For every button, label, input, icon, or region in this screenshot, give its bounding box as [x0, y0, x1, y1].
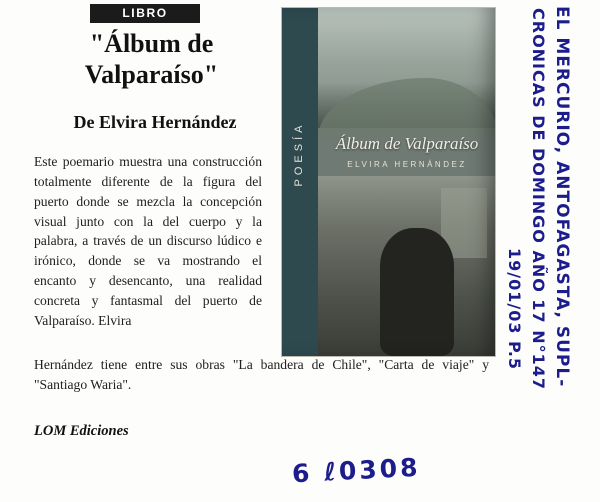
handwritten-archive-code: 6 ℓ0308 — [291, 452, 422, 489]
cover-spine-label: POESÍA — [293, 121, 305, 187]
newspaper-clipping — [6, 0, 566, 448]
article-body-continuation: Hernández tiene entre sus obras "La bandera de Chile", "Carta de viaje" y "Santiago Waria". — [34, 357, 489, 392]
cover-figure-silhouette — [380, 228, 454, 356]
cover-spine — [282, 8, 318, 356]
handwritten-source-line-1: EL MERCURIO, ANTOFAGASTA, SUPL- — [552, 6, 572, 388]
book-cover-image — [282, 8, 495, 356]
cover-photo — [318, 176, 495, 356]
handwritten-source-line-2: CRONICAS DE DOMINGO AÑO 17 N°147 — [529, 8, 548, 391]
cover-title: Álbum de Valparaíso — [335, 134, 479, 153]
byline: De Elvira Hernández — [73, 112, 237, 132]
page-title: "Álbum de Valparaíso" — [84, 29, 219, 90]
handwritten-source-line-3: 19/01/03 P.5 — [505, 248, 524, 371]
publisher-name: LOM Ediciones — [34, 423, 129, 439]
category-tag: LIBRO — [90, 4, 200, 23]
article-body-column: Este poemario muestra una construcción totalmente diferente de la figura del puerto donde se mezcla la concepción visual junto con la del cuerpo y la palabra, a través de un discurso lúdico e irónico, donde se va mostrando el encanto y desencanto, una realidad concreta y fantasmal del puerto de Valparaíso. Elvira — [34, 154, 262, 328]
cover-author: ELVIRA HERNÁNDEZ — [347, 160, 467, 169]
